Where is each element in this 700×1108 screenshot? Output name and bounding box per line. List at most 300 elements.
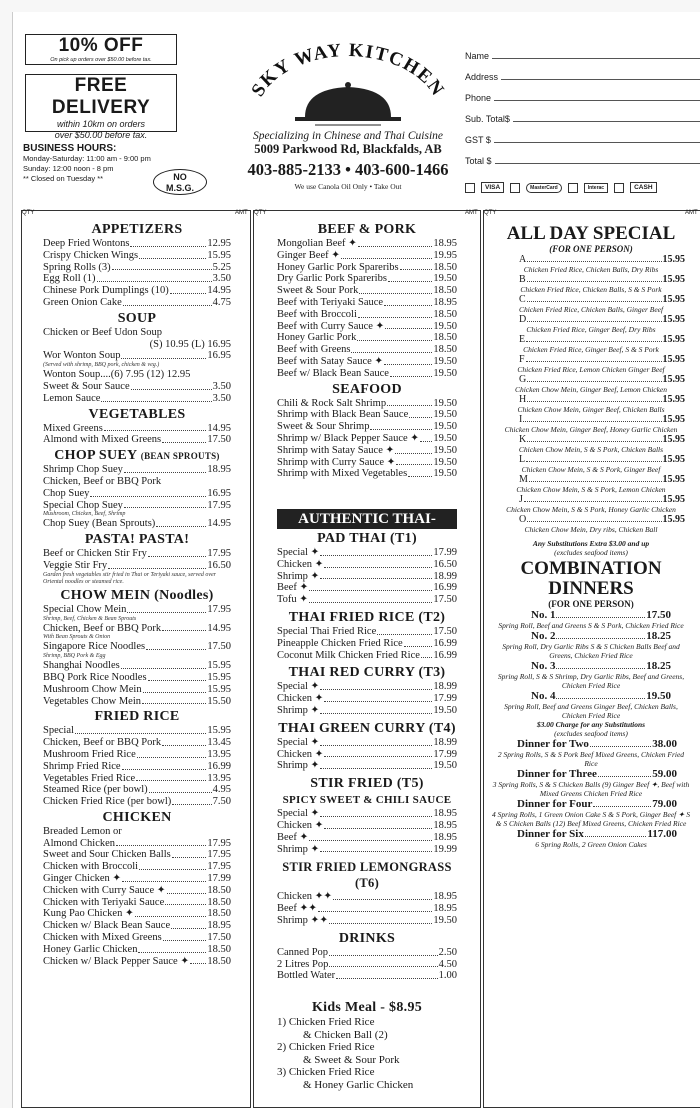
item-price: 15.95 xyxy=(207,249,231,261)
item-price: 19.50 xyxy=(433,421,457,433)
item-price: 16.99 xyxy=(433,582,457,594)
delivery-line-2: over $50.00 before tax. xyxy=(54,130,148,140)
item-name: Chicken w/ Black Bean Sauce xyxy=(43,920,171,932)
item-name: Shrimp w/ Black Pepper Sauce ✦ xyxy=(277,432,420,444)
visa-icon: VISA xyxy=(481,182,504,193)
item-price: 18.50 xyxy=(433,261,457,273)
menu-item xyxy=(277,547,457,559)
item-name: Deep Fried Wontons xyxy=(43,238,130,249)
debit-icon: Interac xyxy=(584,183,608,193)
item-price: 7.50 xyxy=(212,796,231,808)
item-price: 19.50 xyxy=(433,704,457,716)
menu-item xyxy=(43,238,231,250)
stir-fried-subheading: SPICY SWEET & CHILI SAUCE xyxy=(282,794,452,807)
menu-item xyxy=(277,468,457,480)
combo-for-one: (FOR ONE PERSON) xyxy=(548,599,634,609)
menu-item xyxy=(43,920,231,932)
menu-item: Chop Suey 16.95 xyxy=(43,487,231,499)
menu-item xyxy=(277,582,457,594)
item-name: Green Onion Cake xyxy=(43,296,122,308)
menu-item: Singapore Rice Noodles 17.50 xyxy=(43,641,231,653)
delivery-box xyxy=(25,74,177,140)
item-name: BBQ Pork Rice Noodles xyxy=(43,671,147,683)
menu-item xyxy=(43,861,231,873)
pad-thai-heading: PAD THAI (T1) xyxy=(317,531,417,546)
discount-box xyxy=(25,34,177,65)
item-price: 18.95 xyxy=(433,808,457,820)
dinners-title: DINNERS xyxy=(548,578,634,599)
column-2-thai xyxy=(277,506,457,1108)
substitution-note-2: (excludes seafood items) xyxy=(554,548,628,557)
item-price: 17.99 xyxy=(433,547,457,558)
special-desc: Chicken Chow Mein, S & S Pork, Chicken Balls xyxy=(518,445,664,454)
kids-meal-3: 3) Chicken Fried Rice xyxy=(277,1066,375,1079)
hours-line-2: Sunday: 12:00 noon - 8 pm xyxy=(23,164,114,173)
item-price: 18.95 xyxy=(433,831,457,843)
menu-item xyxy=(43,285,231,297)
menu-item xyxy=(43,885,231,897)
combo-no-4: No. 4 19.50 xyxy=(531,690,671,702)
pasta-heading: PASTA! PASTA! xyxy=(84,532,190,548)
total-label: Total $ xyxy=(465,156,492,166)
dinner-for-four: Dinner for Four 79.00 xyxy=(517,798,677,810)
combo-no-3: No. 3 18.25 xyxy=(531,660,671,672)
pad-thai-list xyxy=(277,547,457,606)
subtotal-label: Sub. Total$ xyxy=(465,114,510,124)
menu-item xyxy=(277,891,457,903)
special-item: C 15.95 xyxy=(519,294,685,305)
special-item: H 15.95 xyxy=(519,394,685,405)
item-price: 13.95 xyxy=(207,772,231,784)
item-price: 19.50 xyxy=(433,409,457,421)
menu-item xyxy=(43,956,231,968)
menu-item xyxy=(277,915,457,927)
item-name: Beef with Satay Sauce ✦ xyxy=(277,355,384,367)
item-price: 19.50 xyxy=(433,444,457,456)
combo-no-1-desc: Spring Roll, Beef and Greens S & S Pork, Chicken Fried Rice xyxy=(498,621,684,630)
item-name: Chicken w/ Black Pepper Sauce ✦ xyxy=(43,955,190,967)
menu-item: Special Chow Mein 17.95 xyxy=(43,603,231,615)
beef-pork-list xyxy=(277,238,457,380)
menu-item xyxy=(43,897,231,909)
menu-item xyxy=(277,749,457,761)
combo-no-2-desc: Spring Roll, Dry Garlic Ribs S & S Chicken Balls Beef and Greens, Chicken Fried Rice xyxy=(502,642,680,660)
dinner-for-two: Dinner for Two 38.00 xyxy=(517,738,677,750)
brand-info xyxy=(218,130,478,191)
item-name: Shrimp ✦ xyxy=(277,760,320,772)
special-item: D 15.95 xyxy=(519,314,685,325)
special-desc: Chicken Chow Mein, Ginger Beef, Honey Garlic Chicken xyxy=(504,425,678,434)
item-price: 18.50 xyxy=(207,908,231,920)
thai-green-curry-heading: THAI GREEN CURRY (T4) xyxy=(278,720,456,736)
item-name: Special ✦ xyxy=(277,736,320,748)
menu-item xyxy=(277,262,457,274)
kids-meal-3b: & Honey Garlic Chicken xyxy=(303,1078,414,1091)
mastercard-icon: MasterCard xyxy=(526,183,562,193)
item-price: 18.50 xyxy=(207,955,231,967)
chow-mein-heading: CHOW MEIN (Noodles) xyxy=(60,587,214,603)
item-price: 5.25 xyxy=(212,261,231,273)
phone-label: Phone xyxy=(465,93,492,103)
soup-udon: Chicken or Beef Udon Soup xyxy=(43,326,162,338)
menu-item xyxy=(277,626,457,638)
gst-field[interactable] xyxy=(494,142,700,143)
special-chop-suey-note: Mushroom, Chicken, Beef, Shrimp xyxy=(43,511,126,518)
name-label: Name xyxy=(465,51,490,61)
menu-item xyxy=(43,672,231,684)
chop-suey-line: Chicken, Beef or BBQ Pork xyxy=(43,475,162,487)
item-price: 13.45 xyxy=(207,737,231,749)
special-desc: Chicken Chow Mein, Dry ribs, Chicken Ball xyxy=(524,525,658,534)
no-msg-text: NO xyxy=(173,172,187,182)
item-price: 18.95 xyxy=(433,238,457,249)
tagline: Specializing in Chinese and Thai Cuisine xyxy=(252,130,444,142)
qty-label-3: QTY xyxy=(484,210,497,216)
menu-item xyxy=(277,844,457,856)
menu-item xyxy=(43,262,231,274)
item-price: 17.99 xyxy=(433,748,457,760)
special-desc: Chicken Fried Rice, Chicken Balls, Dry Ribs xyxy=(523,265,659,274)
item-name: Beef with Teriyaki Sauce xyxy=(277,296,384,308)
menu-item xyxy=(277,344,457,356)
special-item: M 15.95 xyxy=(519,474,685,485)
lemongrass-list xyxy=(277,891,457,926)
sky-way-kitchen-logo xyxy=(235,37,461,137)
lemongrass-heading: STIR FRIED LEMONGRASS (T6) xyxy=(282,860,452,891)
item-name: Beef w/ Black Bean Sauce xyxy=(277,367,389,379)
item-price: 3.50 xyxy=(212,380,231,392)
menu-item xyxy=(277,737,457,749)
appetizers-heading: APPETIZERS xyxy=(91,222,183,237)
item-name: Vegetables Fried Rice xyxy=(43,772,136,784)
special-desc: Chicken Fried Rice, Ginger Beef, S & S Pork xyxy=(523,345,659,354)
item-price: 18.50 xyxy=(433,332,457,344)
menu-item xyxy=(277,970,457,982)
special-item: I 15.95 xyxy=(519,414,685,425)
special-item: B 15.95 xyxy=(519,274,685,285)
menu-item: Special Chop Suey 17.95 xyxy=(43,499,231,511)
charge-note-2: (excludes seafood items) xyxy=(554,729,628,738)
item-name: Chicken ✦ xyxy=(277,558,324,570)
item-price: 18.50 xyxy=(433,308,457,320)
cash-icon: CASH xyxy=(630,182,656,193)
special-item: O 15.95 xyxy=(519,514,685,525)
item-name: 2 Litres Pop xyxy=(277,958,329,970)
item-name: Steamed Rice (per bowl) xyxy=(43,784,148,796)
item-name: Almond Chicken xyxy=(43,837,116,849)
item-name: Chicken with Teriyaki Sauce xyxy=(43,896,165,908)
item-name: Honey Garlic Chicken xyxy=(43,943,138,955)
item-name: Special xyxy=(43,725,74,737)
chicken-list xyxy=(43,838,231,968)
item-name: Beef with Broccoli xyxy=(277,308,357,320)
item-name: Pineapple Chicken Fried Rice xyxy=(277,637,403,649)
kids-meal-heading: Kids Meal - $8.95 xyxy=(311,1000,423,1016)
item-price: 19.50 xyxy=(433,355,457,367)
special-item: E 15.95 xyxy=(519,334,685,345)
item-price: 19.50 xyxy=(433,456,457,468)
item-name: Shrimp ✦ xyxy=(277,704,320,716)
menu-item xyxy=(277,457,457,469)
menu-item xyxy=(277,903,457,915)
item-name: Mushroom Fried Rice xyxy=(43,748,136,760)
dinner-for-three: Dinner for Three 59.00 xyxy=(517,768,677,780)
green-curry-list xyxy=(277,737,457,772)
item-name: Beef with Greens xyxy=(277,344,351,356)
dinner-for-four-desc: 4 Spring Rolls, 1 Green Onion Cake S & S Pork, Ginger Beef ✦ S & S Chicken Balls (12) Beef Mixed Greens, Chicken Fried Rice xyxy=(491,810,691,828)
menu-item xyxy=(43,684,231,696)
menu-item xyxy=(277,832,457,844)
menu-item: Beef or Chicken Stir Fry 17.95 xyxy=(43,548,231,560)
cash-checkbox[interactable] xyxy=(614,183,624,193)
menu-item xyxy=(43,838,231,850)
item-price: 16.99 xyxy=(433,637,457,649)
menu-item xyxy=(277,571,457,583)
item-price: 19.99 xyxy=(433,843,457,855)
stir-fried-heading: STIR FRIED (T5) xyxy=(310,776,424,792)
item-price: 12.95 xyxy=(207,238,231,249)
item-name: Special ✦ xyxy=(277,808,320,820)
item-name: Canned Pop xyxy=(277,946,329,958)
item-name: Ginger Beef ✦ xyxy=(277,249,341,261)
item-price: 17.99 xyxy=(433,693,457,705)
dinner-for-three-desc: 3 Spring Rolls, S & S Chicken Balls (9) Ginger Beef ✦, Beef with Mixed Greens Chicken Fried Rice xyxy=(492,780,690,798)
item-price: 1.00 xyxy=(438,970,457,982)
item-name: Tofu ✦ xyxy=(277,594,309,606)
special-chow-mein-note: Shrimp, Beef, Chicken & Bean Sprouts xyxy=(43,615,137,622)
menu-item xyxy=(43,434,231,446)
item-price: 17.95 xyxy=(207,837,231,849)
menu-item xyxy=(277,368,457,380)
menu-item xyxy=(43,393,231,405)
chow-mein-list xyxy=(43,660,231,707)
hours-line-1: Monday-Saturday: 11:00 am - 9:00 pm xyxy=(23,154,151,163)
menu-item xyxy=(43,761,231,773)
special-desc: Chicken Fried Rice, Ginger Beef, Dry Ribs xyxy=(526,325,656,334)
discount-note: On pick up orders over $50.00 before tax. xyxy=(50,57,152,63)
item-price: 4.50 xyxy=(438,958,457,970)
item-price: 19.95 xyxy=(433,249,457,261)
item-name: Bottled Water xyxy=(277,970,336,982)
all-day-special-title: ALL DAY SPECIAL xyxy=(506,224,676,244)
item-name: Chicken ✦ xyxy=(277,693,324,705)
name-field[interactable] xyxy=(492,58,700,59)
item-name: Spring Rolls (3) xyxy=(43,261,111,273)
item-price: 16.99 xyxy=(433,649,457,661)
subtotal-field[interactable] xyxy=(513,121,700,122)
menu-item xyxy=(43,660,231,672)
combo-no-4-desc: Spring Roll, Beef and Greens Ginger Beef, Chicken Balls, Chicken Fried Rice xyxy=(504,702,678,720)
wonton-soup: Wonton Soup....(6) 7.95 (12) 12.95 xyxy=(43,369,191,381)
menu-item xyxy=(43,873,231,885)
special-desc: Chicken Fried Rice, Chicken Balls, Ginger Beef xyxy=(518,305,664,314)
item-name: Chinese Pork Dumplings (10) xyxy=(43,285,169,297)
item-price: 18.50 xyxy=(433,344,457,356)
item-price: 3.50 xyxy=(212,273,231,285)
phone-field[interactable] xyxy=(494,100,700,101)
item-name: Dry Garlic Pork Spareribs xyxy=(277,273,387,285)
amt-label-1: AMT xyxy=(235,210,248,216)
menu-item xyxy=(277,947,457,959)
item-name: Chicken with Curry Sauce ✦ xyxy=(43,884,166,896)
singapore-note: Shrimp, BBQ Pork & Egg xyxy=(43,653,106,660)
delivery-line-1: within 10km on orders xyxy=(56,119,146,129)
item-name: Egg Roll (1) xyxy=(43,273,96,285)
menu-item xyxy=(43,250,231,262)
menu-item xyxy=(43,696,231,708)
item-name: Chicken ✦✦ xyxy=(277,891,333,903)
payment-options xyxy=(465,182,657,193)
item-price: 14.95 xyxy=(207,422,231,434)
item-name: Coconut Milk Chicken Fried Rice xyxy=(277,649,420,661)
soup-udon-price: (S) 10.95 (L) 16.95 xyxy=(149,338,231,350)
item-price: 18.50 xyxy=(433,285,457,297)
total-field[interactable] xyxy=(495,163,700,164)
no-msg-badge xyxy=(153,169,207,195)
menu-item: Chop Suey (Bean Sprouts) 14.95 xyxy=(43,518,231,530)
item-name: Chicken ✦ xyxy=(277,819,324,831)
item-name: Shrimp with Satay Sauce ✦ xyxy=(277,444,395,456)
menu-item xyxy=(277,559,457,571)
item-price: 19.50 xyxy=(433,320,457,332)
combination-title: COMBINATION xyxy=(520,558,662,579)
item-name: Chicken, Beef or BBQ Pork xyxy=(43,737,162,749)
menu-item xyxy=(43,944,231,956)
address-field[interactable] xyxy=(501,79,700,80)
special-desc: Chicken Fried Rice, Chicken Balls, S & S Pork xyxy=(520,285,662,294)
combo-no-1: No. 1 17.50 xyxy=(531,609,671,621)
item-name: Special ✦ xyxy=(277,681,320,693)
item-price: 19.50 xyxy=(433,760,457,772)
item-price: 14.95 xyxy=(207,285,231,297)
item-name: Shrimp ✦ xyxy=(277,570,320,582)
visa-checkbox[interactable] xyxy=(465,183,475,193)
brand-name: SKY WAY KITCHEN xyxy=(247,39,449,101)
item-price: 19.50 xyxy=(433,367,457,379)
menu-item xyxy=(277,309,457,321)
kids-meal-2: 2) Chicken Fried Rice xyxy=(277,1041,375,1054)
menu-item xyxy=(43,932,231,944)
gst-label: GST $ xyxy=(465,135,491,145)
menu-item xyxy=(277,650,457,662)
no-msg-text-2: M.S.G. xyxy=(165,183,194,193)
item-name: Honey Garlic Pork xyxy=(277,332,357,344)
item-name: Sweet & Sour Shrimp xyxy=(277,421,370,433)
item-name: Mixed Greens xyxy=(43,422,103,434)
item-price: 18.95 xyxy=(207,920,231,932)
discount-title: 10% OFF xyxy=(58,35,144,56)
menu-item xyxy=(277,681,457,693)
menu-item xyxy=(43,784,231,796)
mastercard-checkbox[interactable] xyxy=(510,183,520,193)
item-price: 15.95 xyxy=(207,725,231,737)
menu-sheet xyxy=(12,12,700,1108)
menu-item xyxy=(277,332,457,344)
special-desc: Chicken Chow Mein, Ginger Beef, Chicken Balls xyxy=(517,405,665,414)
menu-item xyxy=(277,273,457,285)
special-desc: Chicken Chow Mein, S & S Pork, Lemon Chicken xyxy=(516,485,666,494)
item-name: Shanghai Noodles xyxy=(43,660,120,672)
for-one-person: (FOR ONE PERSON) xyxy=(549,244,633,254)
item-price: 17.50 xyxy=(207,932,231,944)
menu-item xyxy=(277,433,457,445)
menu-item xyxy=(277,398,457,410)
item-name: Crispy Chicken Wings xyxy=(43,249,139,261)
menu-item xyxy=(277,285,457,297)
qty-label-2: QTY xyxy=(254,210,267,216)
special-item: A 15.95 xyxy=(519,254,685,265)
item-name: Mushroom Chow Mein xyxy=(43,683,142,695)
special-item: G 15.95 xyxy=(519,374,685,385)
item-name: Chili & Rock Salt Shrimp xyxy=(277,397,387,409)
address: 5009 Parkwood Rd, Blackfalds, AB xyxy=(254,142,442,156)
item-price: 17.50 xyxy=(207,434,231,446)
stir-fried-list xyxy=(277,808,457,855)
item-name: Shrimp with Black Bean Sauce xyxy=(277,409,409,421)
item-name: Ginger Chicken ✦ xyxy=(43,873,122,885)
item-price: 16.50 xyxy=(433,558,457,570)
thai-fried-rice-heading: THAI FRIED RICE (T2) xyxy=(288,609,446,625)
appetizers-list xyxy=(43,238,231,309)
item-name: Beef ✦ xyxy=(277,831,309,843)
thai-fried-rice-list xyxy=(277,626,457,661)
item-price: 18.95 xyxy=(433,819,457,831)
menu-item xyxy=(43,725,231,737)
item-price: 17.95 xyxy=(207,861,231,873)
hours-line-3: ** Closed on Tuesday ** xyxy=(23,174,104,183)
vegetables-heading: VEGETABLES xyxy=(88,406,186,422)
seafood-list xyxy=(277,398,457,481)
column-1 xyxy=(43,220,231,1108)
authentic-thai-banner: AUTHENTIC THAI- xyxy=(277,509,457,529)
item-price: 4.95 xyxy=(212,784,231,796)
wor-wonton-note: (Served with shrimp, BBQ pork, chicken & veg.) xyxy=(43,362,160,369)
item-price: 18.99 xyxy=(433,570,457,582)
menu-item: Shrimp Chop Suey 18.95 xyxy=(43,464,231,476)
drinks-list xyxy=(277,947,457,982)
menu-item xyxy=(43,737,231,749)
special-item: F 15.95 xyxy=(519,354,685,365)
menu-item xyxy=(43,273,231,285)
item-price: 15.95 xyxy=(207,671,231,683)
item-name: Beef with Curry Sauce ✦ xyxy=(277,320,385,332)
item-name: Shrimp with Curry Sauce ✦ xyxy=(277,456,396,468)
kids-meal-1: 1) Chicken Fried Rice xyxy=(277,1016,375,1029)
menu-item xyxy=(277,959,457,971)
item-price: 18.50 xyxy=(207,896,231,908)
item-name: Kung Pao Chicken ✦ xyxy=(43,908,134,920)
special-item: J 15.95 xyxy=(519,494,685,505)
menu-item xyxy=(277,594,457,606)
menu-item xyxy=(277,693,457,705)
item-name: Chicken with Mixed Greens xyxy=(43,932,162,944)
soup-heading: SOUP xyxy=(117,310,157,326)
kids-meal-1b: & Chicken Ball (2) xyxy=(303,1028,388,1041)
item-name: Almond with Mixed Greens xyxy=(43,434,162,446)
menu-item xyxy=(277,409,457,421)
soup-list xyxy=(43,381,231,405)
menu-item xyxy=(277,238,457,250)
column-3 xyxy=(491,224,691,1108)
item-price: 3.50 xyxy=(212,392,231,404)
item-name: Chicken Fried Rice (per bowl) xyxy=(43,796,172,808)
breaded-lemon-line: Breaded Lemon or xyxy=(43,825,122,837)
item-name: Chicken with Broccoli xyxy=(43,861,139,873)
item-name: Sweet and Sour Chicken Balls xyxy=(43,849,171,861)
dinner-for-two-desc: 2 Spring Rolls, S & S Pork Beef Mixed Greens, Chicken Fried Rice xyxy=(497,750,685,768)
debit-checkbox[interactable] xyxy=(568,183,578,193)
item-price: 19.50 xyxy=(433,273,457,285)
